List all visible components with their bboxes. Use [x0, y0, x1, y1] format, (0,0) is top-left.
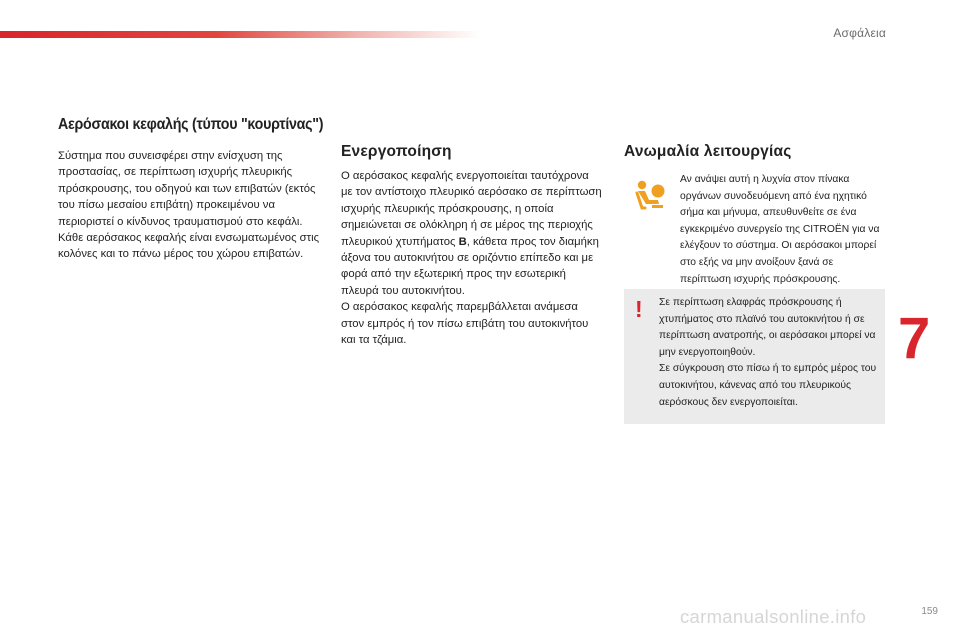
head-airbags-location: Κάθε αερόσακος κεφαλής είναι ενσωματωμένος στις κολόνες και το πάνω μέρος του χώρου επιβατών. [58, 232, 320, 261]
header-accent-bar [0, 31, 480, 38]
section-heading-head-airbags: Αερόσακοι κεφαλής (τύπου "κουρτίνας") [58, 116, 324, 133]
zone-b-label: B [458, 235, 467, 248]
activation-text-start: Ο αερόσακος κεφαλής ενεργοποιείται ταυτόχρονα με τον αντίστοιχο πλευρικό αερόσακο σε περίπτωση ισχυρής πλευρικής πρόσκρουσης, η οποία σημειώνεται σε ολόκληρη ή σε μέρος της περιοχής πλευρικού χτυπήματος [341, 170, 602, 248]
caution-note-paragraph-1: Σε περίπτωση ελαφράς πρόσκρουσης ή χτυπήματος στο πλαϊνό του αυτοκινήτου ή σε περίπτωση ανατροπής, οι αερόσακοι μπορεί να μην ενεργοποιηθούν. [659, 297, 876, 358]
malfunction-warning [624, 172, 884, 285]
airbag-warning-icon [632, 178, 666, 212]
caution-note [624, 289, 885, 424]
exclamation-icon: ! [635, 296, 643, 322]
activation-description [341, 168, 603, 299]
section-heading-malfunction: Ανωμαλία λειτουργίας [624, 143, 792, 160]
activation-placement: Ο αερόσακος κεφαλής παρεμβάλλεται ανάμεσα στον εμπρός ή τον πίσω επιβάτη του αυτοκινήτου και τα τζάμια. [341, 301, 589, 347]
caution-note-paragraph-2: Σε σύγκρουση στο πίσω ή το εμπρός μέρος του αυτοκινήτου, κάνενας από του πλευρικούς αερόσκους δεν ενεργοποιείται. [659, 363, 877, 408]
malfunction-warning-text: Αν ανάψει αυτή η λυχνία στον πίνακα οργάνων συνοδευόμενη από ένα ηχητικό σήμα και μήνυμα, απευθυνθείτε σε ένα εγκεκριμένο συνεργείο της CITROËN για να ελέγξουν το σύστημα. Οι αερόσακοι μπορεί στο εξής να μην ανοίξουν ξανά σε περίπτωση ισχυρής πρόσκρουσης. [680, 174, 880, 285]
column-activation [341, 143, 603, 348]
watermark: carmanualsonline.info [680, 606, 867, 627]
chapter-number: 7 [898, 306, 931, 371]
page-number: 159 [921, 606, 938, 617]
section-title: Ασφάλεια [833, 26, 886, 40]
caution-note-text [659, 295, 881, 411]
section-heading-activation: Ενεργοποίηση [341, 143, 452, 160]
head-airbags-description: Σύστημα που συνεισφέρει στην ενίσχυση της προστασίας, σε περίπτωση ισχυρής πλευρικής πρόσκρουσης, του οδηγού και των επιβατών (εκτός του πίσω μεσαίου επιβάτη) προκειμένου να περιοριστεί ο κίνδυνος τραυματισμού στο κεφάλι. [58, 150, 316, 228]
column-head-airbags [58, 116, 324, 263]
activation-text-end: , κάθετα προς τον διαμήκη άξονα του αυτοκινήτου σε οριζόντιο επίπεδο και με φορά από την εξωτερική προς την εσωτερική πλευρά του αυτοκινήτου. [341, 235, 599, 297]
column-malfunction [624, 143, 889, 168]
